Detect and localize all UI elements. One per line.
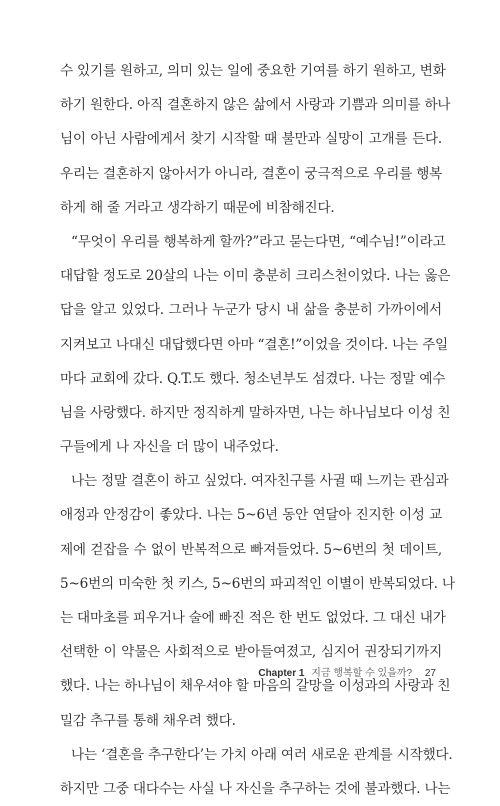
body-line: 마다 교회에 갔다. Q.T.도 했다. 청소년부도 섬겼다. 나는 정말 예수	[60, 370, 446, 387]
footer-chapter-title: 지금 행복할 수 있을까?	[311, 668, 413, 679]
body-line: 5~6번의 미숙한 첫 키스, 5~6번의 파괴적인 이별이 반복되었다. 나	[60, 575, 455, 592]
body-line: 대답할 정도로 20살의 나는 이미 충분히 크리스천이었다. 나는 옳은	[60, 268, 451, 285]
body-line: 구들에게 나 자신을 더 많이 내주었다.	[60, 439, 279, 456]
body-line: 수 있기를 원하고, 의미 있는 일에 중요한 기여를 하기 원하고, 변화	[60, 63, 446, 79]
body-line: 우리는 결혼하지 않아서가 아니라, 결혼이 궁극적으로 우리를 행복	[60, 165, 443, 182]
body-line: 나는 정말 결혼이 하고 싶었다. 여자친구를 사귈 때 느끼는 관심과	[71, 473, 449, 490]
body-line: 했다. 나는 하나님이 채우셔야 할 마음의 갈망을 이성과의 사랑과 친	[60, 678, 451, 695]
footer-chapter: Chapter 1	[258, 668, 305, 679]
body-line: 지켜보고 나대신 대답했다면 아마 “결혼!”이었을 것이다. 나는 주일	[60, 336, 448, 353]
body-text	[60, 54, 455, 806]
body-line: 답을 알고 있었다. 그러나 누군가 당시 내 삶을 충분히 가까이에서	[60, 302, 442, 319]
body-line: 밀감 추구를 통해 채우려 했다.	[60, 712, 236, 729]
body-line: 님이 아닌 사람에게서 찾기 시작할 때 불만과 실망이 고개를 든다.	[60, 131, 442, 148]
body-line: 는 대마초를 피우거나 술에 빠진 적은 한 번도 없었다. 그 대신 내가	[60, 610, 446, 626]
body-line: 제에 걷잡을 수 없이 반복적으로 빠져들었다. 5~6번의 첫 데이트,	[60, 541, 442, 558]
body-line: 애정과 안정감이 좋았다. 나는 5~6년 동안 연달아 진지한 이성 교	[60, 507, 442, 524]
page-footer	[258, 664, 436, 679]
body-line: 하지만 그중 대다수는 사실 나 자신을 추구하는 것에 불과했다. 나는	[60, 780, 451, 797]
body-line: “무엇이 우리를 행복하게 할까?”라고 묻는다면, “예수님!”이라고	[71, 233, 446, 250]
body-line: 나는 ‘결혼을 추구한다’는 가치 아래 여러 새로운 관계를 시작했다.	[71, 746, 453, 763]
body-line: 하게 해 줄 거라고 생각하기 때문에 비참해진다.	[60, 199, 335, 216]
page-number: 27	[424, 668, 436, 679]
body-line: 님을 사랑했다. 하지만 정직하게 말하자면, 나는 하나님보다 이성 친	[60, 404, 451, 421]
body-line: 선택한 이 약물은 사회적으로 받아들여졌고, 심지어 권장되기까지	[60, 644, 442, 661]
body-line: 하기 원한다. 아직 결혼하지 않은 삶에서 사랑과 기쁨과 의미를 하나	[60, 97, 451, 114]
